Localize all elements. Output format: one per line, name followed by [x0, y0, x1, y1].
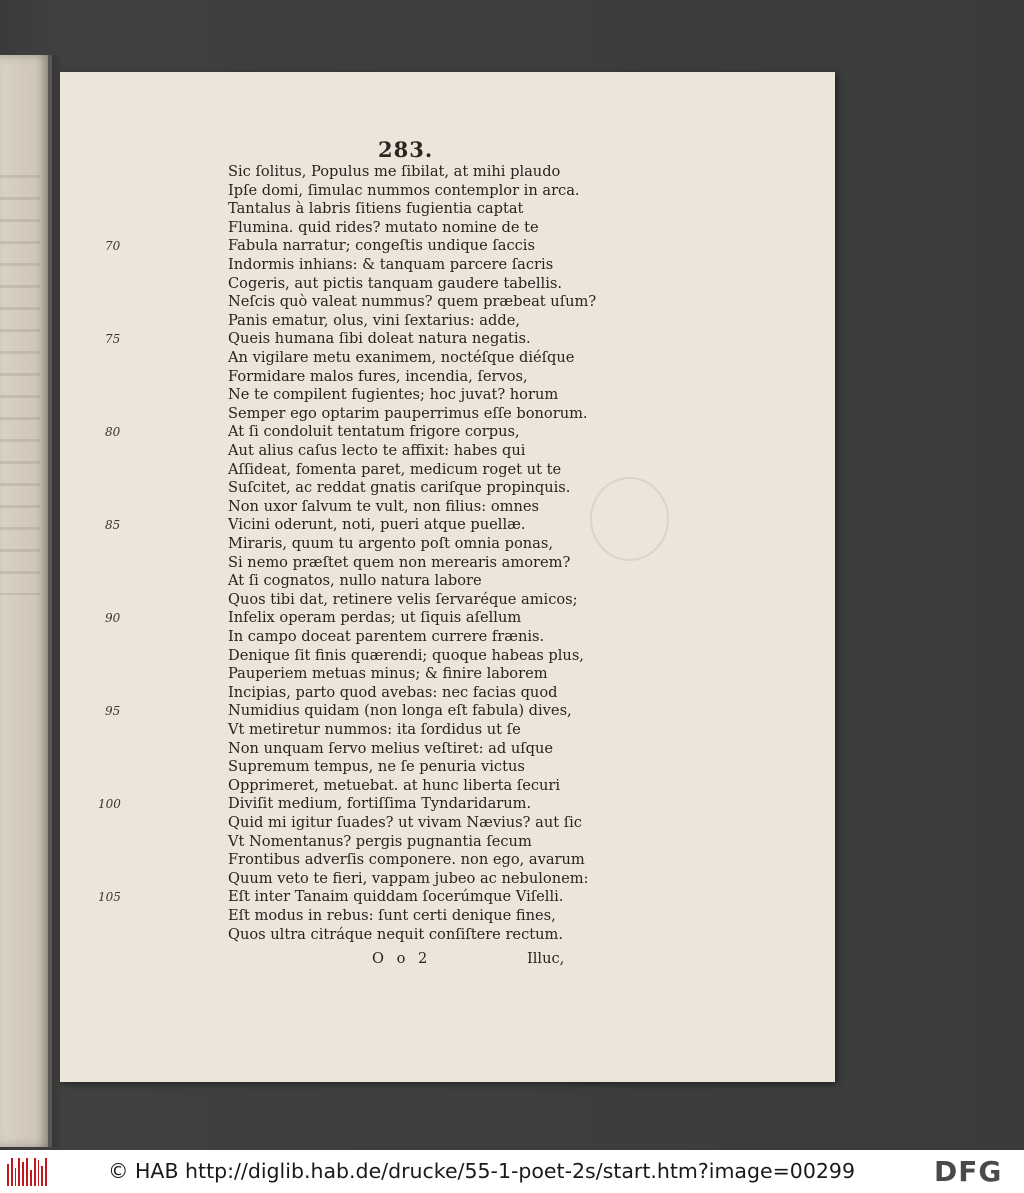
verse-line: Pauperiem metuas minus; & finire laborem: [228, 665, 548, 683]
footer-bar: [0, 1150, 1024, 1193]
verse-line: Vt metiretur nummos: ita ſordidus ut ſe: [228, 721, 521, 738]
signature-mark: O o 2: [372, 950, 432, 967]
verse-line: Infelix operam perdas; ut ſiquis aſellum: [228, 609, 522, 627]
verse-line: Sic ſolitus, Populus me ſibilat, at mihi plaudo: [228, 163, 561, 180]
line-number: 80: [105, 425, 121, 440]
line-number: 75: [105, 332, 121, 347]
line-number: 70: [105, 239, 121, 254]
footer-url[interactable]: © HAB http://diglib.hab.de/drucke/55-1-poet-2s/start.htm?image=00299: [108, 1159, 855, 1183]
dfg-logo: DFG: [934, 1155, 1003, 1188]
page-number: 283.: [378, 137, 434, 162]
page-stain: [590, 477, 669, 561]
catchword: Illuc,: [527, 950, 565, 967]
verse-line: Non unquam ſervo melius veſtiret: ad uſque: [228, 739, 554, 757]
verse-line: Suſcitet, ac reddat gnatis cariſque propinquis.: [228, 479, 571, 497]
verse-line: Aſſideat, fomenta paret, medicum roget ut te: [228, 460, 562, 478]
verse-line: At ſi condoluit tentatum frigore corpus,: [228, 423, 520, 441]
verse-line: Cogeris, aut pictis tanquam gaudere tabellis.: [228, 274, 563, 292]
verse-line: Quum veto te fieri, vappam jubeo ac nebulonem:: [228, 869, 589, 887]
verse-line: Vicini oderunt, noti, pueri atque puellæ.: [228, 516, 526, 534]
verse-line: Neſcis quò valeat nummus? quem præbeat uſum?: [228, 293, 597, 311]
verse-line: Eſt modus in rebus: ſunt certi denique fines,: [228, 907, 556, 924]
line-number: 95: [105, 704, 121, 719]
line-number: 85: [105, 518, 121, 533]
verse-line: Frontibus adverſis componere. non ego, avarum: [228, 851, 585, 869]
verse-line: Semper ego optarim pauperrimus eſſe bonorum.: [228, 404, 588, 422]
verse-line: Diviſit medium, fortiſſima Tyndaridarum.: [228, 795, 532, 813]
verse-line: Incipias, parto quod avebas: nec facias quod: [228, 683, 558, 701]
verse-line: Vt Nomentanus? pergis pugnantia ſecum: [228, 832, 532, 850]
previous-page-bleed: [0, 175, 40, 595]
verse-line: Quos tibi dat, retinere velis ſervaréque amicos;: [228, 590, 578, 608]
verse-line: Quid mi igitur ſuades? ut vivam Nævius? aut ſic: [228, 814, 582, 831]
line-number: 100: [98, 797, 121, 812]
verse-line: Miraris, quum tu argento poſt omnia ponas,: [228, 535, 553, 552]
verse-line: Aut alius caſus lecto te affixit: habes qui: [228, 442, 526, 459]
verse-line: Queis humana ſibi doleat natura negatis.: [228, 330, 531, 348]
verse-line: Quos ultra citráque nequit conſiſtere rectum.: [228, 925, 563, 943]
verse-line: At ſi cognatos, nullo natura labore: [228, 572, 482, 590]
verse-line: An vigilare metu exanimem, noctéſque diéſque: [228, 349, 575, 366]
verse-line: Opprimeret, metuebat. at hunc liberta ſecuri: [228, 776, 561, 794]
verse-line: Eſt inter Tanaim quiddam ſocerúmque Viſelli.: [228, 888, 564, 906]
line-number: 90: [105, 611, 121, 626]
verse-line: Tantalus à labris ſitiens fugientia captat: [228, 200, 524, 218]
verse-line: In campo doceat parentem currere frænis.: [228, 628, 545, 645]
verse-line: Indormis inhians: & tanquam parcere ſacris: [228, 256, 554, 273]
verse-line: Ipſe domi, ſimulac nummos contemplor in arca.: [228, 181, 580, 199]
previous-page-edge: [0, 55, 52, 1147]
barcode-icon: [7, 1158, 47, 1186]
verse-line: Ne te compilent fugientes; hoc juvat? horum: [228, 386, 559, 404]
verse-line: Flumina. quid rides? mutato nomine de te: [228, 218, 539, 236]
verse-line: Formidare malos fures, incendia, ſervos,: [228, 367, 528, 385]
verse-line: Panis ematur, olus, vini ſextarius: adde,: [228, 311, 520, 329]
verse-line: Numidius quidam (non longa eſt fabula) dives,: [228, 702, 572, 720]
verse-line: Si nemo præſtet quem non merearis amorem?: [228, 553, 571, 571]
verse-line: Fabula narratur; congeſtis undique ſaccis: [228, 237, 535, 255]
verse-line: Non uxor ſalvum te vult, non filius: omnes: [228, 497, 539, 515]
book-page: [60, 72, 835, 1082]
line-number: 105: [98, 890, 121, 905]
verse-line: Denique ſit finis quærendi; quoque habeas plus,: [228, 646, 584, 664]
verse-line: Supremum tempus, ne ſe penuria victus: [228, 758, 525, 776]
